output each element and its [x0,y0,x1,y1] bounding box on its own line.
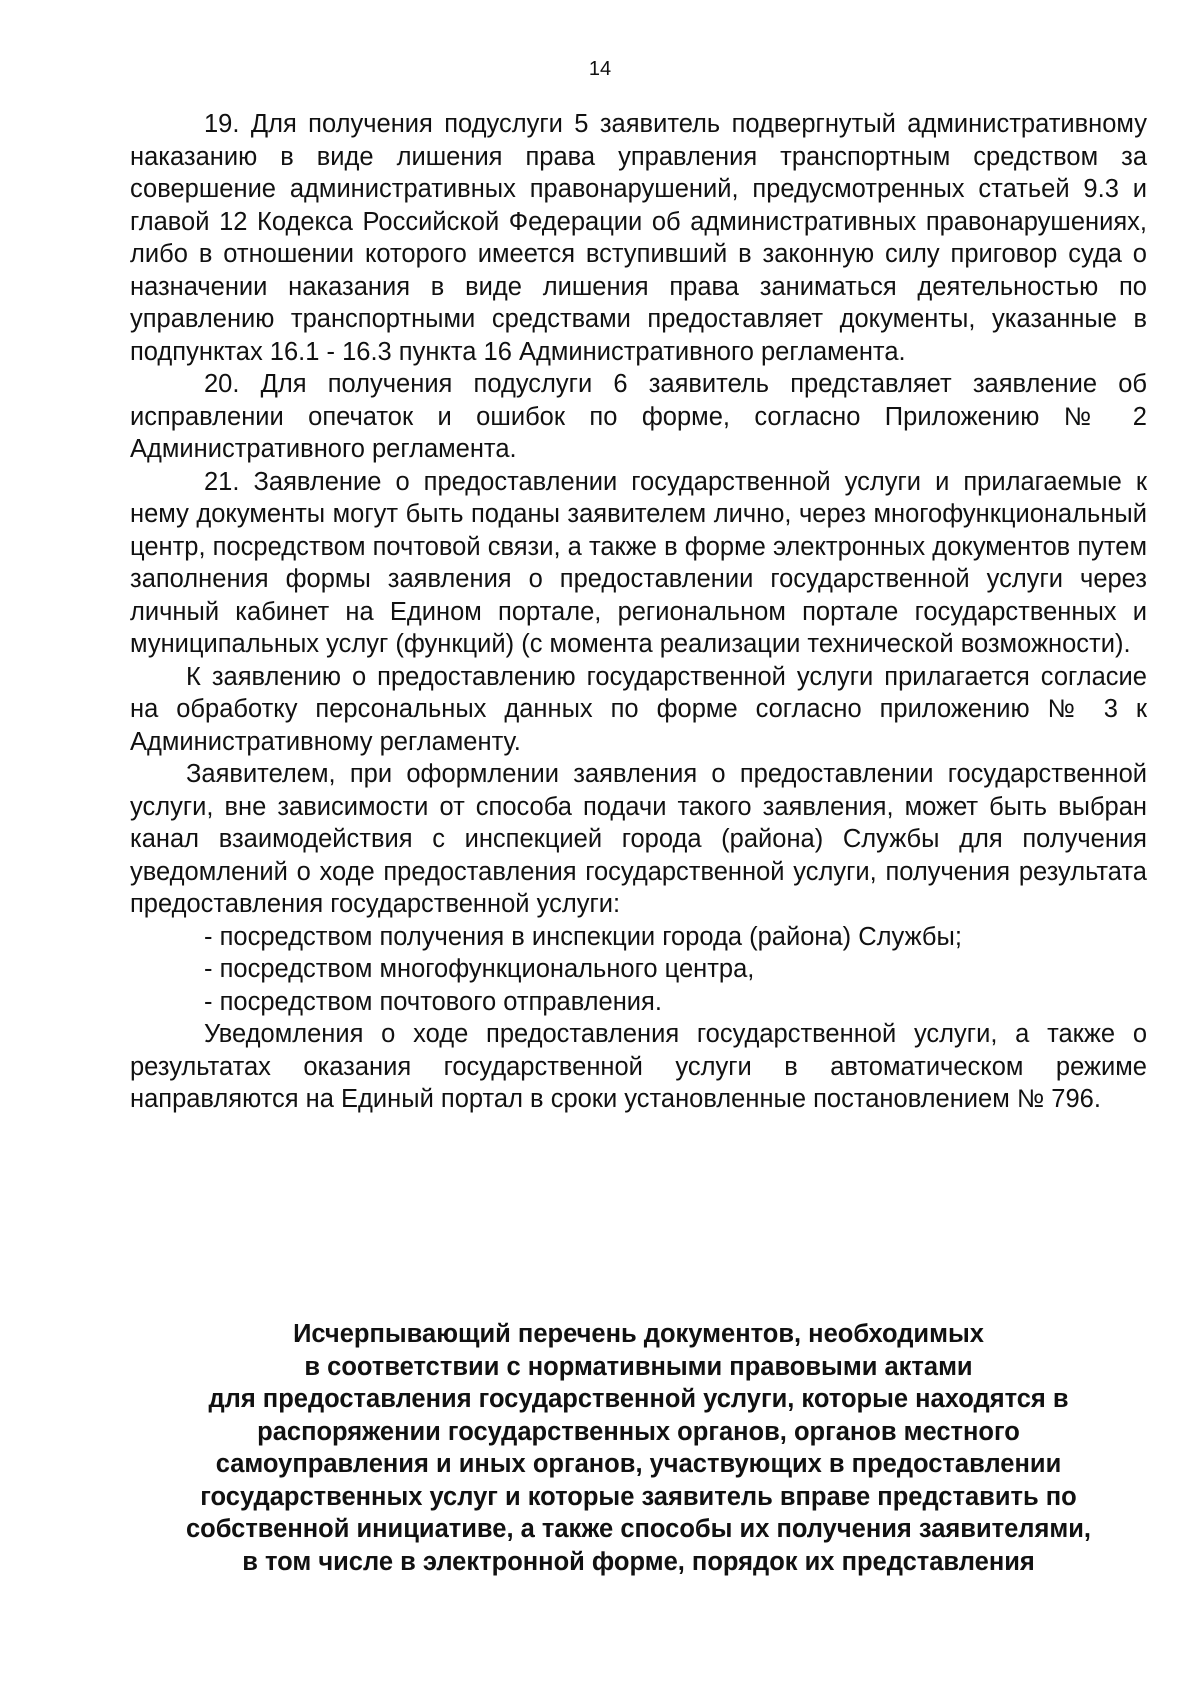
paragraph-notification-channel: Заявителем, при оформлении заявления о предоставлении государственной услуги, вне зависимости от способа подачи такого заявления, может быть выбран канал взаимодействия с инспекцией города (района) Службы для получения уведомлений о ходе предоставления государственной услуги, получения результата предоставления государственной услуги: [130,760,1147,918]
heading-line: в том числе в электронной форме, порядок их представления [242,1547,1035,1576]
list-item-inspection: - посредством получения в инспекции города (района) Службы; [204,922,962,951]
paragraph-21: 21. Заявление о предоставлении государственной услуги и прилагаемые к нему документы могут быть поданы заявителем лично, через многофункциональный центр, посредством почтовой связи, а также в форме электронных документов путем заполнения формы заявления о предоставлении государственной услуги через личный кабинет на Едином портале, региональном портале государственных и муниципальных услуг (функций) (с момента реализации технической возможности). [130,467,1147,658]
paragraph-notifications: Уведомления о ходе предоставления государственной услуги, а также о результатах оказания государственной услуги в автоматическом режиме направляются на Единый портал в сроки установленные постановлением № 796. [130,1020,1147,1113]
heading-line: для предоставления государственной услуги, которые находятся в [208,1385,1069,1413]
heading-line: государственных услуг и которые заявитель вправе представить по [200,1482,1077,1511]
paragraph-consent: К заявлению о предоставлению государственной услуги прилагается согласие на обработку персональных данных по форме согласно приложению № 3 к Административному регламенту. [130,662,1147,756]
heading-line: самоуправления и иных органов, участвующих в предоставлении [215,1450,1062,1478]
document-body [130,108,1147,1116]
page-number: 14 [588,58,612,80]
paragraph-19: 19. Для получения подуслуги 5 заявитель подвергнутый административному наказанию в виде лишения права управления транспортным средством за совершение административных правонарушений, предусмотренных статьей 9.3 и главой 12 Кодекса Российской Федерации об административных правонарушениях, либо в отношении которого имеется вступивший в законную силу приговор суда о назначении наказания в виде лишения права заниматься деятельностью по управлению транспортными средствами предоставляет документы, указанные в подпунктах 16.1 - 16.3 пункта 16 Административного регламента. [130,110,1147,366]
section-heading [120,1318,1157,1578]
paragraph-20: 20. Для получения подуслуги 6 заявитель представляет заявление об исправлении опечаток и ошибок по форме, согласно Приложению № 2 Административного регламента. [130,370,1147,463]
list-item-mail: - посредством почтового отправления. [204,987,662,1016]
heading-line: распоряжении государственных органов, органов местного [257,1417,1020,1446]
heading-line: собственной инициативе, а также способы их получения заявителями, [185,1515,1092,1543]
heading-line: в соответствии с нормативными правовыми актами [304,1352,973,1381]
list-item-mfc: - посредством многофункционального центра, [204,955,755,983]
heading-line: Исчерпывающий перечень документов, необходимых [293,1320,984,1348]
